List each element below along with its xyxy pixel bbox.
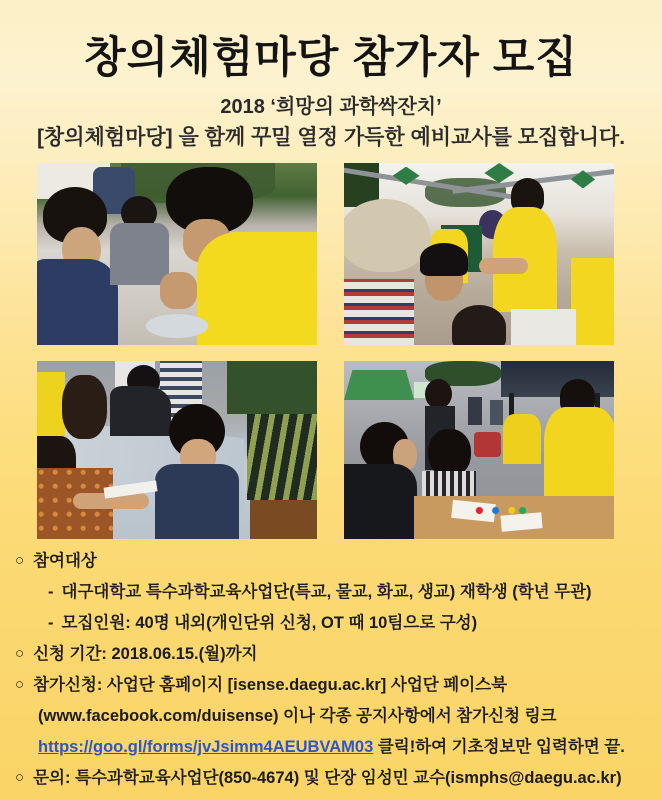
navy-sweater: [155, 464, 239, 539]
contact-text: 문의: 특수과학교육사업단(850-4674) 및 단장 임성민 교수(ismphs@daegu.ac.kr): [33, 769, 622, 787]
person-hair: [425, 379, 452, 409]
bystander: [490, 400, 504, 425]
plaid-shirt: [344, 279, 414, 345]
poster-subtitle-description: [창의체험마당] 을 함께 꾸밀 열정 가득한 예비교사를 모집합니다.: [36, 126, 626, 149]
person-hair: [62, 375, 107, 439]
participation-header: 참여대상: [33, 552, 97, 570]
photo-grid: [37, 163, 614, 539]
apply-line-2: [15, 701, 655, 732]
yellow-shirt: [197, 232, 317, 345]
person-head-back: [452, 305, 506, 345]
participation-header-line: [15, 546, 655, 577]
dash-bullet: -: [48, 583, 54, 601]
circle-bullet: ○: [15, 676, 25, 693]
gray-shirt: [110, 223, 169, 285]
person-arm: [160, 272, 196, 308]
person-hair: [428, 429, 471, 477]
circle-bullet: ○: [15, 645, 25, 662]
apply-text-2: (www.facebook.com/duisense) 이나 각종 공지사항에서 참가신청 링크: [38, 707, 557, 725]
circle-bullet: ○: [15, 769, 25, 786]
person-hair: [420, 243, 469, 276]
contact-line: [15, 763, 655, 794]
wooden-chair: [250, 500, 317, 539]
red-chair: [474, 432, 501, 457]
participation-item-capacity: [15, 608, 655, 639]
navy-shirt: [37, 259, 118, 345]
participation-item-eligibility: [15, 577, 655, 608]
info-section: [15, 546, 655, 794]
black-shirt: [344, 464, 417, 539]
apply-text-3: 클릭!하여 기초정보만 입력하면 끝.: [373, 738, 625, 756]
green-tent: [344, 370, 414, 400]
yellow-shirt: [571, 258, 614, 345]
photo-bottom-right: [344, 361, 614, 539]
photo-top-right: [344, 163, 614, 345]
table-with-supplies: [511, 309, 576, 345]
dark-tent-canopy: [501, 361, 614, 397]
foil-tray: [146, 314, 208, 338]
black-shirt: [110, 386, 172, 436]
deadline-text: 신청 기간: 2018.06.15.(월)까지: [33, 645, 258, 663]
craft-supplies: [474, 503, 528, 517]
yellow-shirt: [503, 414, 541, 464]
photo-bottom-left: [37, 361, 317, 539]
deadline-line: [15, 639, 655, 670]
apply-line-1: [15, 670, 655, 701]
tree-foliage: [227, 361, 317, 414]
poster-title: 창의체험마당 참가자 모집: [84, 34, 578, 82]
eligibility-text: 대구대학교 특수과학교육사업단(특교, 물교, 화교, 생교) 재학생 (학년 무관): [61, 583, 592, 601]
bucket-hat: [344, 199, 430, 272]
poster-subtitle-event: 2018 ‘희망의 과학싹잔치’: [220, 96, 442, 118]
apply-line-3: [15, 732, 655, 763]
striped-fabric: [247, 414, 317, 499]
bystander: [468, 397, 482, 425]
photo-top-left: [37, 163, 317, 345]
dash-bullet: -: [48, 614, 54, 632]
circle-bullet: ○: [15, 552, 25, 569]
google-form-link[interactable]: https://goo.gl/forms/jvJsimm4AEUBVAM03: [38, 738, 374, 756]
apply-text-1: 참가신청: 사업단 홈페이지 [isense.daegu.ac.kr] 사업단 페이스북: [33, 676, 508, 694]
person-arm: [479, 258, 528, 274]
capacity-text: 모집인원: 40명 내외(개인단위 신청, OT 때 10팀으로 구성): [61, 614, 478, 632]
